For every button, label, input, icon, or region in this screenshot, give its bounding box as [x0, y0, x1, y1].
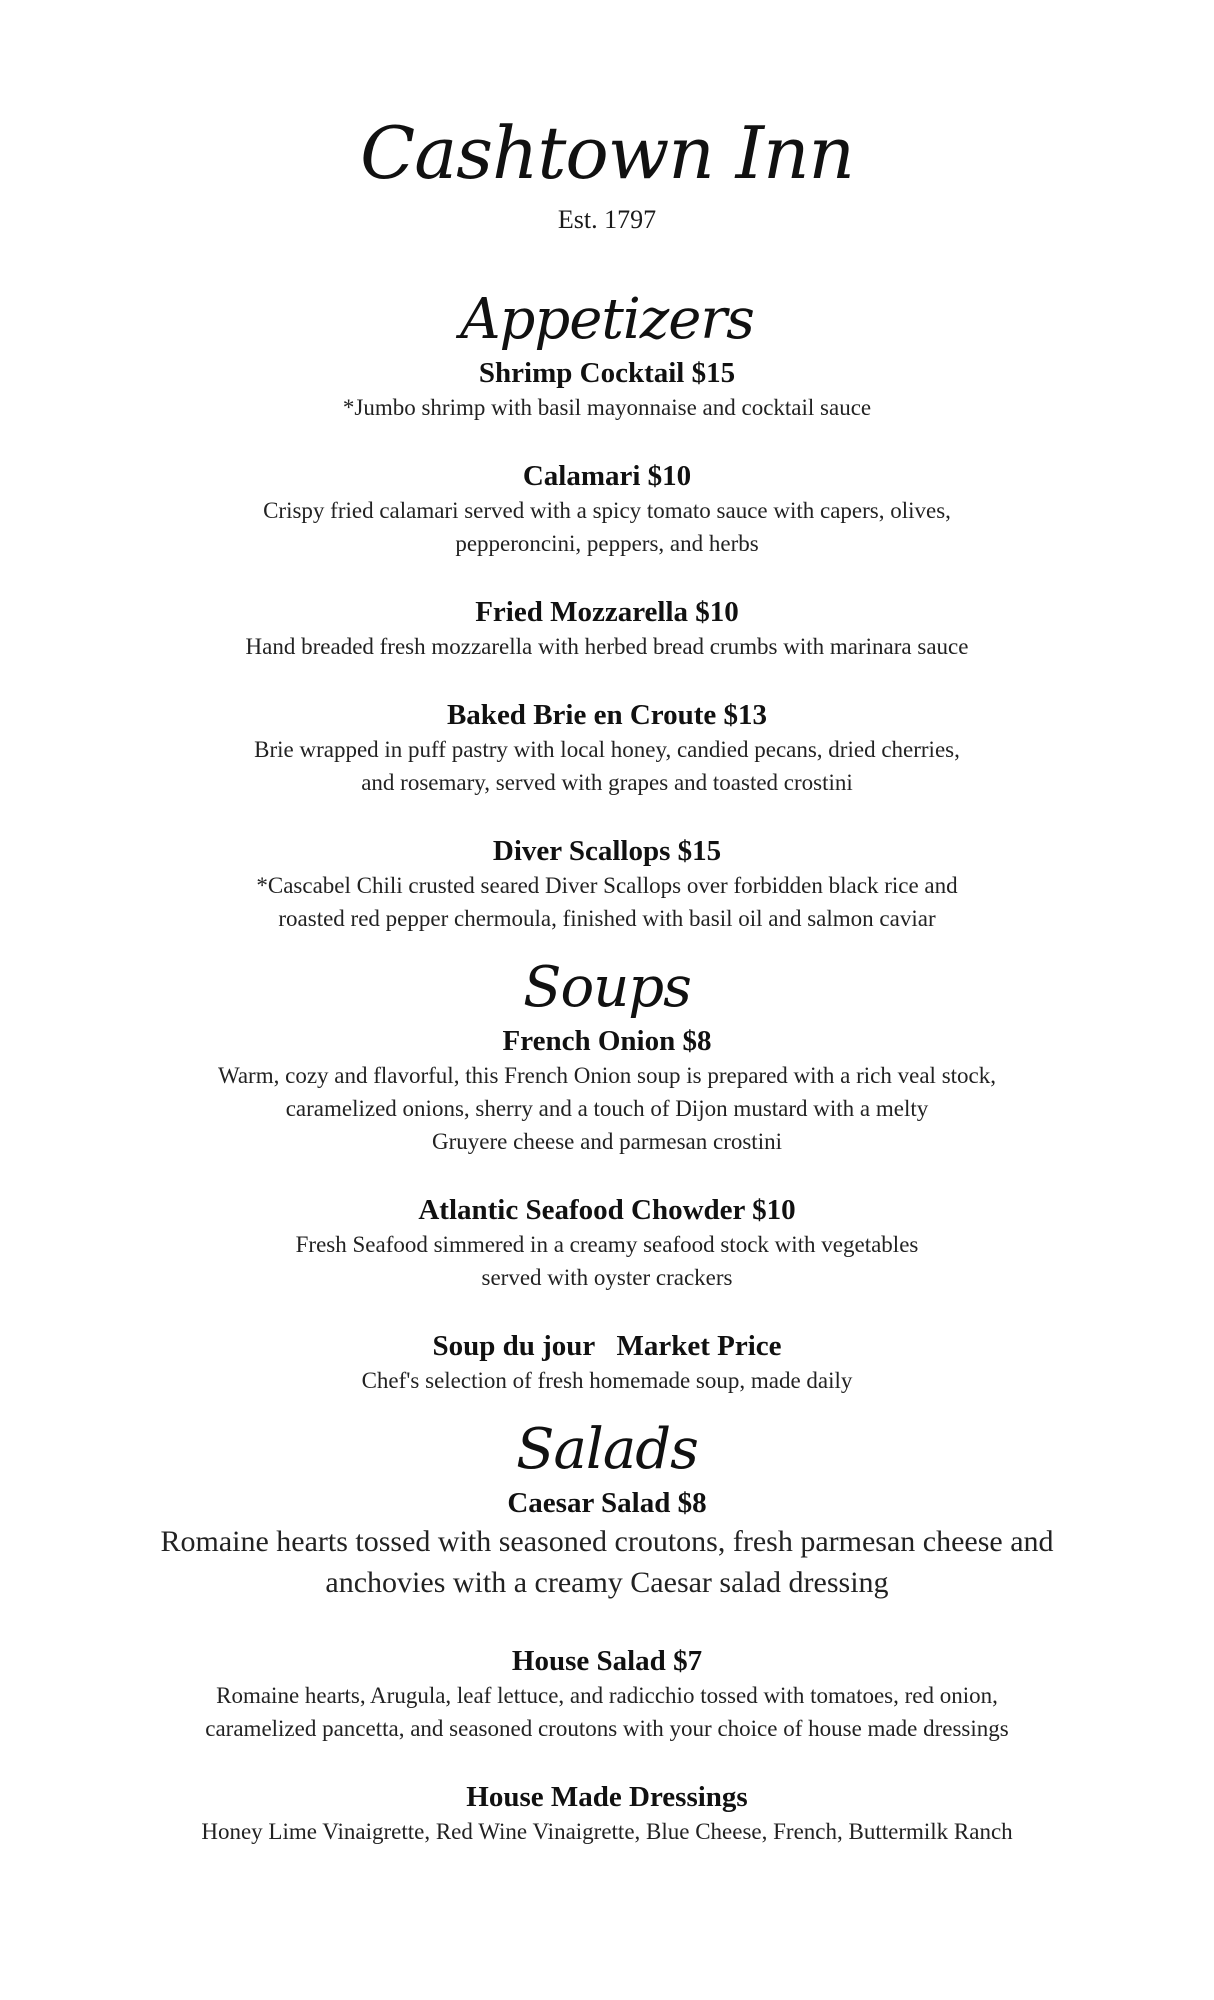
- section-appetizers: [0, 285, 1214, 935]
- section-title: Soups: [523, 955, 691, 1020]
- menu-item: [0, 833, 1214, 935]
- item-description: Romaine hearts tossed with seasoned croutons, fresh parmesan cheese and anchovies with a creamy Caesar salad dressing: [160, 1525, 1054, 1599]
- menu-item: [0, 355, 1214, 424]
- menu-item: [0, 594, 1214, 663]
- menu-item: [0, 458, 1214, 560]
- item-name: House Made Dressings: [466, 1781, 748, 1813]
- menu-item: [0, 1328, 1214, 1397]
- item-description: Romaine hearts, Arugula, leaf lettuce, and radicchio tossed with tomatoes, red onion, caramelized pancetta, and seasoned croutons with your choice of house made dressings: [205, 1683, 1009, 1741]
- item-name: Caesar Salad $8: [507, 1487, 707, 1519]
- item-description: Fresh Seafood simmered in a creamy seafood stock with vegetables served with oyster crackers: [295, 1232, 919, 1290]
- item-name: Shrimp Cocktail $15: [478, 357, 736, 389]
- item-name: Diver Scallops $15: [492, 835, 722, 867]
- menu-item: [0, 697, 1214, 799]
- menu-item: [0, 1192, 1214, 1294]
- item-name: Soup du jour Market Price: [432, 1330, 782, 1362]
- section-soups: [0, 953, 1214, 1397]
- menu-item: [0, 1643, 1214, 1745]
- menu-item: [0, 1779, 1214, 1848]
- item-description: *Jumbo shrimp with basil mayonnaise and cocktail sauce: [342, 395, 872, 420]
- section-title: Salads: [516, 1417, 698, 1482]
- established-year: Est. 1797: [557, 205, 657, 234]
- item-name: Baked Brie en Croute $13: [446, 699, 768, 731]
- item-name: Calamari $10: [522, 460, 692, 492]
- item-description: Chef's selection of fresh homemade soup, made daily: [361, 1368, 853, 1393]
- section-salads: [0, 1415, 1214, 1848]
- item-description: Warm, cozy and flavorful, this French Onion soup is prepared with a rich veal stock, caramelized onions, sherry and a touch of Dijon mustard with a melty Gruyere cheese and parmesan crostini: [217, 1063, 996, 1154]
- menu-item: [0, 1023, 1214, 1158]
- item-name: Fried Mozzarella $10: [475, 596, 739, 628]
- item-description: Honey Lime Vinaigrette, Red Wine Vinaigrette, Blue Cheese, French, Buttermilk Ranch: [201, 1819, 1013, 1844]
- item-name: French Onion $8: [502, 1025, 712, 1057]
- menu-item: [0, 1485, 1214, 1603]
- restaurant-name: Cashtown Inn: [360, 111, 854, 195]
- item-description: Hand breaded fresh mozzarella with herbed bread crumbs with marinara sauce: [245, 634, 969, 659]
- menu-body: [0, 285, 1214, 1882]
- item-name: House Salad $7: [511, 1645, 703, 1677]
- item-description: Brie wrapped in puff pastry with local honey, candied pecans, dried cherries, and rosemary, served with grapes and toasted crostini: [254, 737, 960, 795]
- item-description: Crispy fried calamari served with a spicy tomato sauce with capers, olives, pepperoncini, peppers, and herbs: [263, 498, 951, 556]
- item-name: Atlantic Seafood Chowder $10: [418, 1194, 796, 1226]
- section-title: Appetizers: [460, 287, 754, 352]
- item-description: *Cascabel Chili crusted seared Diver Scallops over forbidden black rice and roasted red pepper chermoula, finished with basil oil and salmon caviar: [256, 873, 958, 931]
